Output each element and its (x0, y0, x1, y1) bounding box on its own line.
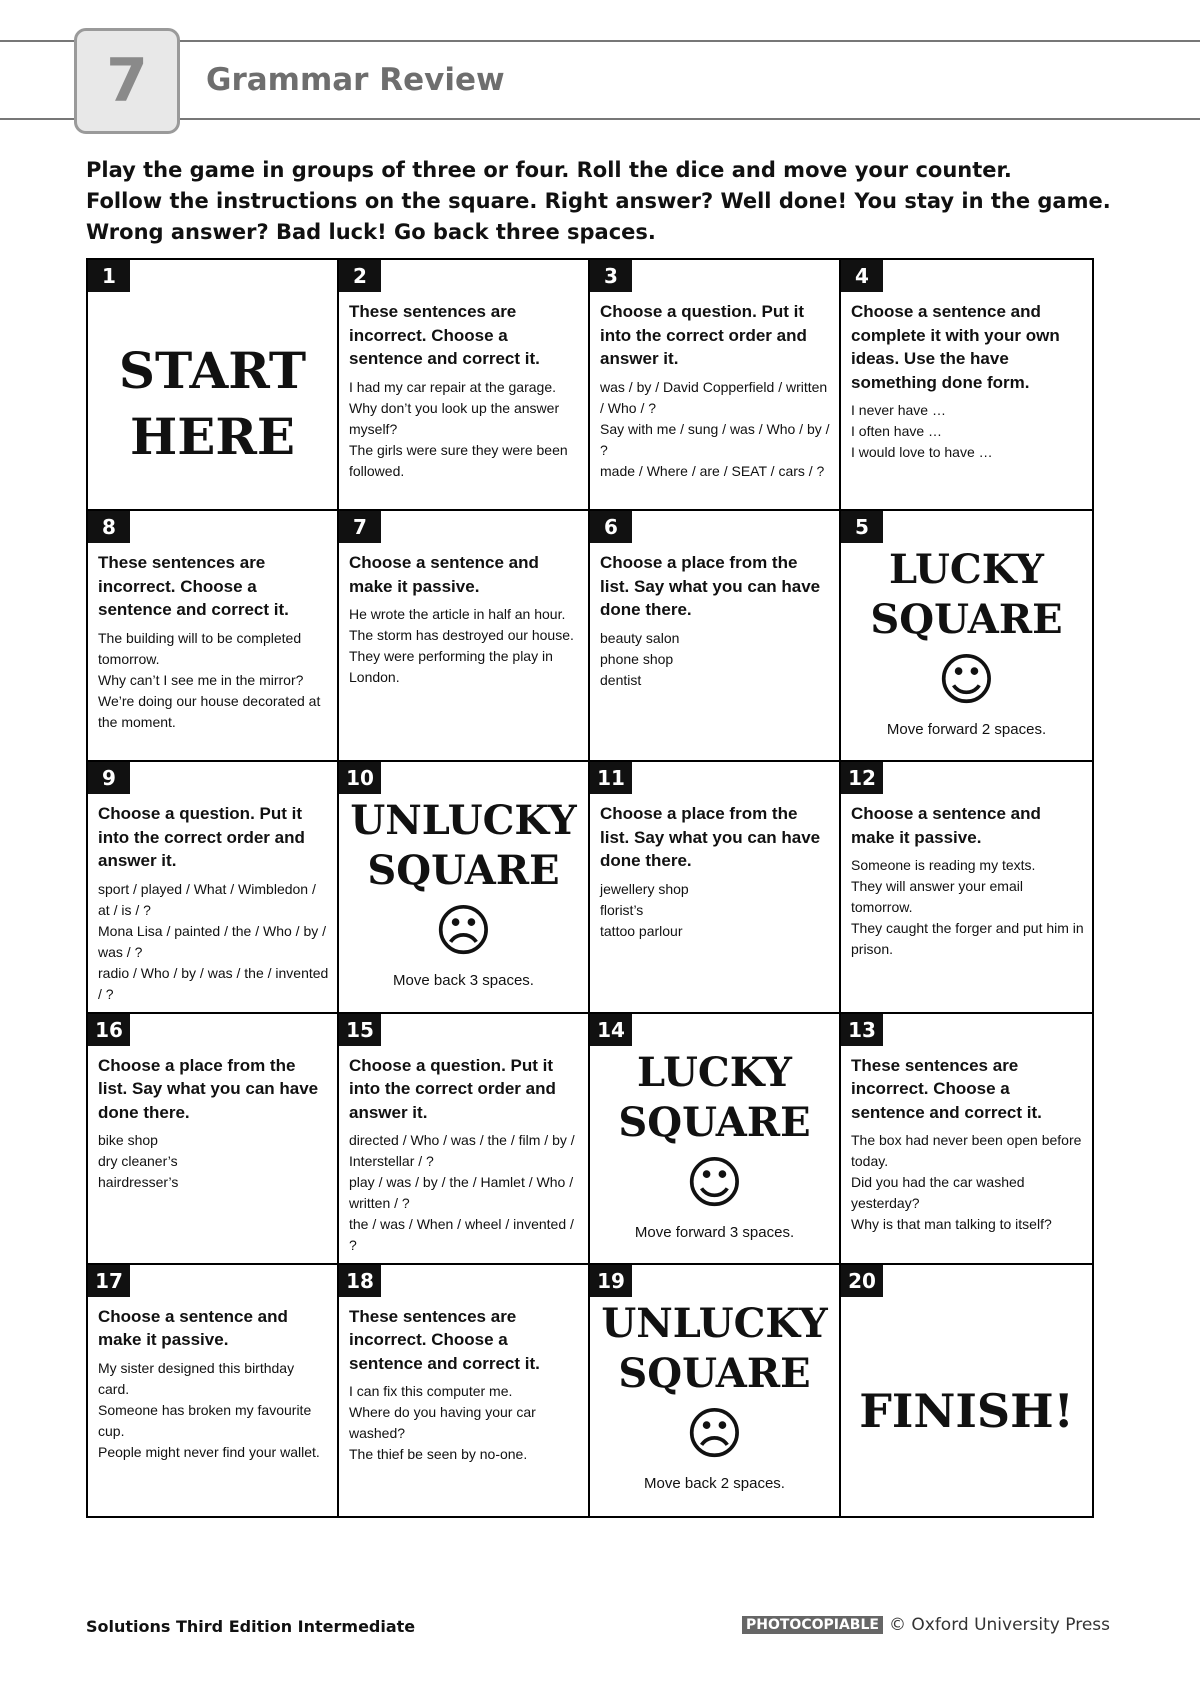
board-square (841, 1014, 1092, 1265)
square-instruction: Choose a sentence and complete it with your own ideas. Use the have something done form. (851, 302, 1060, 392)
square-instruction: These sentences are incorrect. Choose a sentence and correct it. (851, 1055, 1042, 1122)
special-title-line: UNLUCKY (601, 1299, 828, 1347)
unit-number-box (74, 28, 180, 134)
exercise-line: Someone has broken my favourite cup. (98, 1401, 312, 1439)
exercise-lines (98, 628, 329, 733)
exercise-line: We’re doing our house decorated at the moment. (98, 692, 321, 730)
special-title-line: SQUARE (870, 596, 1063, 644)
move-instruction: Move forward 2 spaces. (886, 721, 1047, 739)
square-number: 5 (841, 511, 883, 543)
title-rule (0, 118, 1200, 120)
exercise-line: phone shop (600, 650, 674, 667)
square-number: 7 (339, 511, 381, 543)
exercise-line: The storm has destroyed our house. (349, 627, 574, 644)
board-square (339, 1265, 590, 1516)
exercise-line: I never have … (851, 402, 946, 418)
exercise-line: Did you had the car washed yesterday? (851, 1174, 1025, 1212)
special-square (590, 1299, 839, 1516)
board-square (339, 762, 590, 1013)
square-instruction: Choose a sentence and make it passive. (851, 804, 1041, 847)
unit-number: 7 (106, 46, 148, 116)
square-number: 16 (88, 1014, 130, 1046)
exercise-line: Where do you having your car washed? (349, 1404, 536, 1442)
square-content (349, 551, 580, 688)
exercise-line: They caught the forger and put him in prison. (851, 920, 1084, 958)
move-instruction: Move back 3 spaces. (393, 972, 534, 990)
board-square (339, 511, 590, 762)
square-content (98, 1054, 329, 1194)
special-square (339, 796, 588, 1011)
exercise-line: I often have … (851, 423, 943, 439)
square-content (349, 1305, 580, 1466)
exercise-line: jewellery shop (600, 880, 689, 897)
board-square (88, 260, 339, 511)
copyright-text: © Oxford University Press (888, 1615, 1110, 1635)
instruction-line: Follow the instructions on the square. Right answer? Well done! You stay in the game. (86, 189, 1111, 213)
smiley-face-icon: ☺ (937, 648, 996, 714)
square-number: 18 (339, 1265, 381, 1297)
exercise-lines (349, 377, 580, 482)
exercise-line: The girls were sure they were been followed. (349, 441, 568, 479)
board-square (841, 1265, 1092, 1516)
square-number: 13 (841, 1014, 883, 1046)
board-square (339, 260, 590, 511)
square-number: 12 (841, 762, 883, 794)
big-text-line: START (118, 341, 307, 400)
square-instruction: Choose a question. Put it into the correct order and answer it. (98, 804, 305, 871)
exercise-line: dentist (600, 671, 642, 688)
exercise-line: I had my car repair at the garage. (349, 378, 556, 395)
exercise-line: I would love to have … (851, 444, 993, 460)
special-title-line: LUCKY (889, 546, 1044, 594)
sad-face-icon: ☹ (434, 899, 493, 965)
exercise-line: made / Where / are / SEAT / cars / ? (600, 462, 825, 479)
square-number: 20 (841, 1265, 883, 1297)
square-instruction: These sentences are incorrect. Choose a sentence and correct it. (349, 302, 540, 368)
special-title-line: SQUARE (618, 1349, 811, 1397)
exercise-line: play / was / by / the / Hamlet / Who / written / ? (349, 1174, 574, 1212)
game-instructions (86, 155, 1146, 248)
special-square (590, 1048, 839, 1263)
exercise-line: Why can’t I see me in the mirror? (98, 671, 304, 688)
square-instruction: Choose a place from the list. Say what you can have done there. (98, 1055, 319, 1122)
square-content (851, 300, 1084, 463)
exercise-line: florist’s (600, 901, 644, 918)
exercise-line: sport / played / What / Wimbledon / at / is / ? (98, 880, 316, 918)
square-instruction: Choose a place from the list. Say what you can have done there. (600, 804, 821, 871)
exercise-lines (600, 628, 831, 691)
board-square (590, 260, 841, 511)
board-square (590, 1265, 841, 1516)
square-content (600, 300, 831, 482)
special-title-line: LUCKY (637, 1048, 792, 1096)
square-content (349, 1054, 580, 1257)
start-label (88, 338, 337, 470)
footer-book-title: Solutions Third Edition Intermediate (86, 1617, 416, 1636)
square-content (349, 300, 580, 482)
special-title-line: UNLUCKY (350, 797, 577, 845)
exercise-lines (851, 1130, 1084, 1235)
exercise-line: Mona Lisa / painted / the / Who / by / was / ? (98, 922, 327, 960)
board-square (88, 511, 339, 762)
exercise-line: Say with me / sung / was / Who / by / ? (600, 420, 830, 458)
big-text-line: FINISH! (859, 1383, 1074, 1438)
instruction-line: Play the game in groups of three or four. Roll the dice and move your counter. (86, 158, 1012, 182)
board-square (841, 511, 1092, 762)
sad-face-icon: ☹ (685, 1401, 744, 1467)
square-content (600, 551, 831, 691)
exercise-line: was / by / David Copperfield / written / Who / ? (600, 378, 828, 416)
exercise-line: beauty salon (600, 629, 680, 646)
exercise-line: Why is that man talking to itself? (851, 1216, 1052, 1233)
finish-label (841, 1383, 1092, 1439)
square-content (98, 802, 329, 1005)
exercise-line: Someone is reading my texts. (851, 857, 1036, 874)
square-number: 15 (339, 1014, 381, 1046)
square-content (600, 802, 831, 942)
square-number: 8 (88, 511, 130, 543)
exercise-line: My sister designed this birthday card. (98, 1359, 295, 1397)
move-instruction: Move back 2 spaces. (644, 1474, 785, 1492)
exercise-lines (349, 1381, 580, 1465)
exercise-line: He wrote the article in half an hour. (349, 606, 566, 623)
exercise-line: tattoo parlour (600, 922, 683, 939)
board-square (339, 1014, 590, 1265)
footer-copyright (742, 1615, 1110, 1635)
board-square (590, 1014, 841, 1265)
exercise-line: bike shop (98, 1132, 158, 1149)
exercise-lines (349, 604, 580, 688)
square-content (98, 1305, 329, 1463)
square-number: 9 (88, 762, 130, 794)
square-instruction: Choose a question. Put it into the correct order and answer it. (600, 302, 807, 368)
exercise-line: the / was / When / wheel / invented / ? (349, 1216, 574, 1254)
exercise-line: radio / Who / by / was / the / invented / ? (98, 964, 329, 1002)
game-board (86, 258, 1094, 1518)
exercise-lines (98, 1130, 329, 1193)
big-text-line: HERE (129, 407, 295, 466)
board-square (88, 762, 339, 1013)
exercise-lines (349, 1130, 580, 1256)
square-content (98, 551, 329, 733)
square-number: 3 (590, 260, 632, 292)
square-number: 6 (590, 511, 632, 543)
square-number: 10 (339, 762, 381, 794)
instruction-line: Wrong answer? Bad luck! Go back three spaces. (86, 220, 656, 244)
square-content (851, 1054, 1084, 1236)
square-number: 1 (88, 260, 130, 292)
exercise-lines (851, 855, 1084, 960)
board-square (841, 260, 1092, 511)
special-title-line: SQUARE (618, 1098, 811, 1146)
exercise-line: They were performing the play in London. (349, 648, 553, 686)
square-instruction: These sentences are incorrect. Choose a sentence and correct it. (98, 553, 289, 620)
square-instruction: Choose a place from the list. Say what you can have done there. (600, 553, 821, 620)
board-square (841, 762, 1092, 1013)
exercise-line: directed / Who / was / the / film / by / Interstellar / ? (349, 1132, 575, 1170)
square-number: 19 (590, 1265, 632, 1297)
exercise-line: They will answer your email tomorrow. (851, 878, 1023, 916)
page-title: Grammar Review (206, 62, 505, 98)
board-square (88, 1014, 339, 1265)
exercise-line: I can fix this computer me. (349, 1383, 513, 1400)
square-instruction: Choose a sentence and make it passive. (349, 553, 539, 596)
photocopiable-badge: PHOTOCOPIABLE (742, 1616, 883, 1634)
exercise-lines (98, 1358, 329, 1463)
move-instruction: Move forward 3 spaces. (634, 1223, 795, 1241)
exercise-line: Why don’t you look up the answer myself? (349, 399, 560, 437)
exercise-lines (98, 879, 329, 1005)
square-content (851, 802, 1084, 960)
exercise-lines (600, 879, 831, 942)
board-square (590, 511, 841, 762)
square-number: 4 (841, 260, 883, 292)
smiley-face-icon: ☺ (685, 1150, 744, 1216)
special-square (841, 545, 1092, 760)
square-number: 14 (590, 1014, 632, 1046)
exercise-line: dry cleaner’s (98, 1153, 178, 1170)
exercise-lines (851, 400, 1084, 463)
square-number: 11 (590, 762, 632, 794)
board-square (88, 1265, 339, 1516)
square-number: 17 (88, 1265, 130, 1297)
top-rule (0, 40, 1200, 42)
square-number: 2 (339, 260, 381, 292)
square-instruction: Choose a sentence and make it passive. (98, 1306, 288, 1350)
square-instruction: Choose a question. Put it into the correct order and answer it. (349, 1055, 556, 1122)
exercise-line: People might never find your wallet. (98, 1443, 320, 1460)
special-title-line: SQUARE (367, 847, 560, 895)
exercise-lines (600, 377, 831, 482)
exercise-line: The building will to be completed tomorrow. (98, 629, 302, 667)
square-instruction: These sentences are incorrect. Choose a sentence and correct it. (349, 1306, 540, 1373)
exercise-line: hairdresser’s (98, 1174, 179, 1191)
board-square (590, 762, 841, 1013)
exercise-line: The box had never been open before today. (851, 1132, 1082, 1170)
exercise-line: The thief be seen by no-one. (349, 1446, 528, 1463)
